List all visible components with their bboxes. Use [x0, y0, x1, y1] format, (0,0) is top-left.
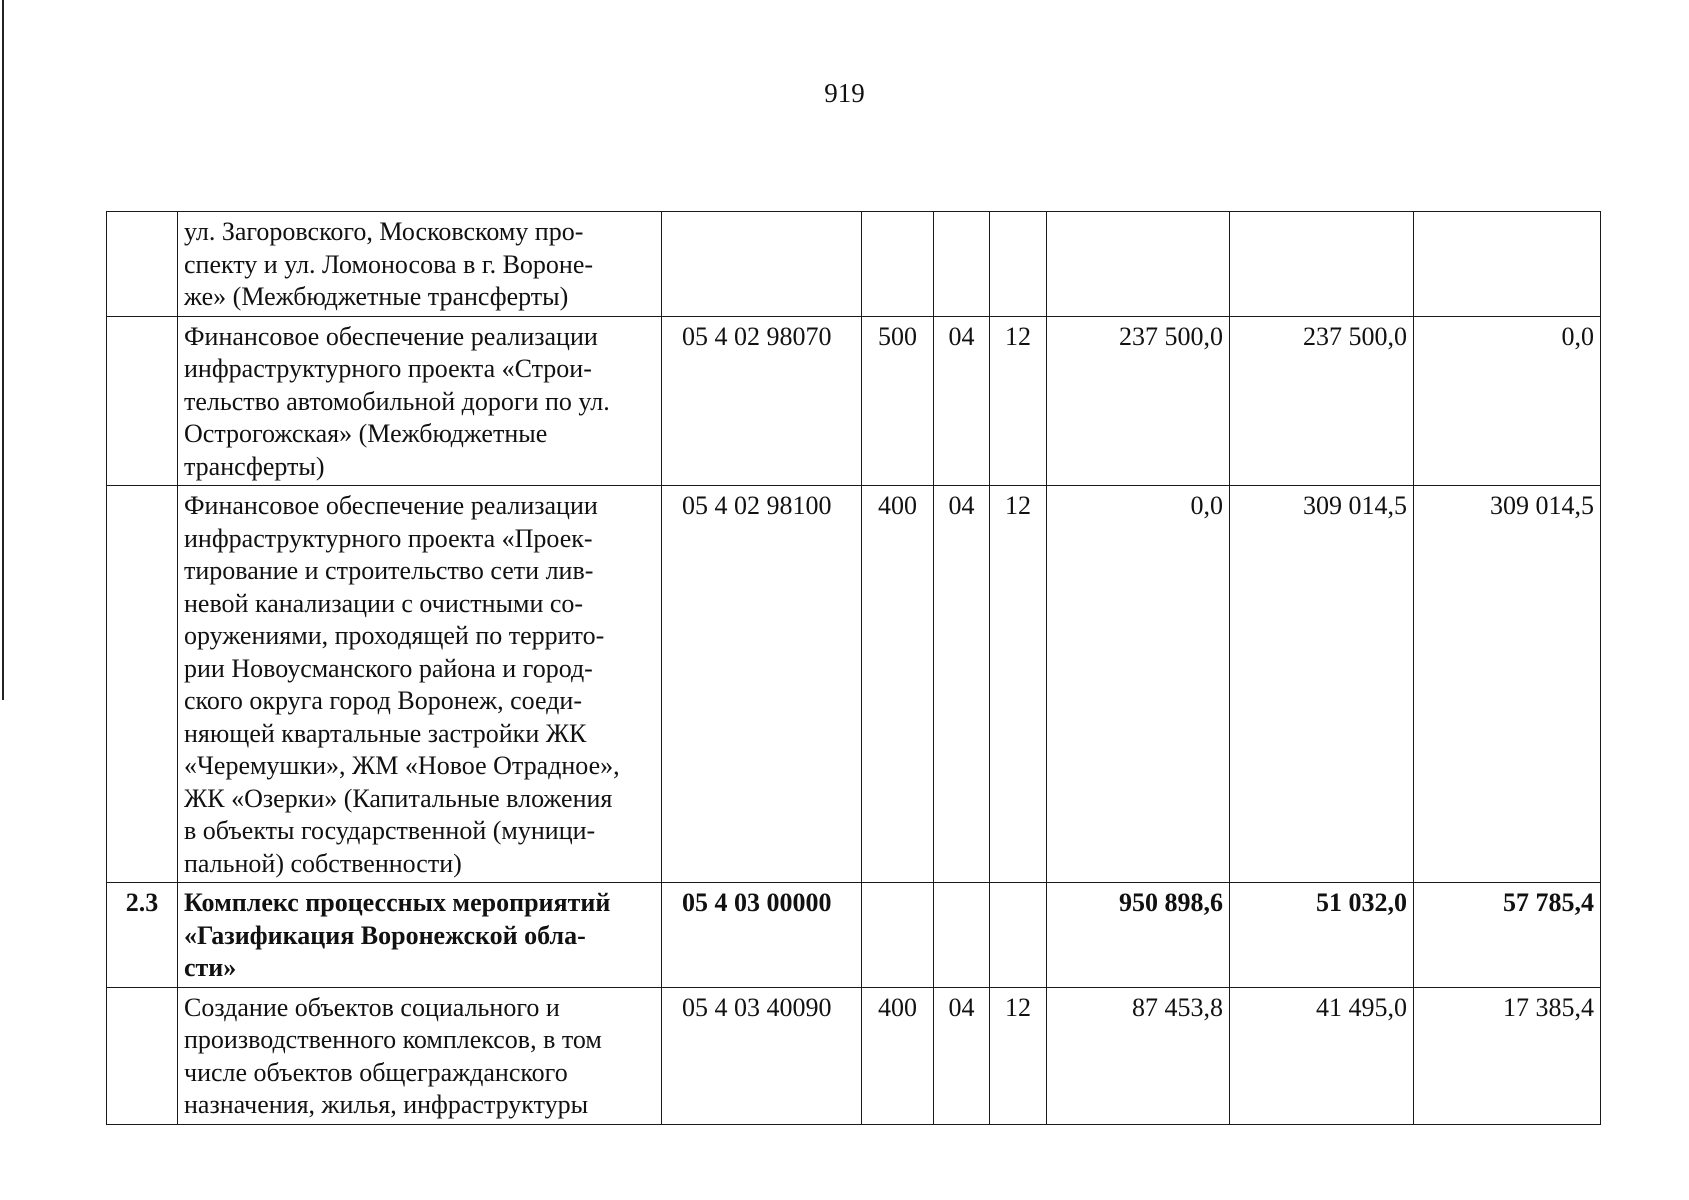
section-cell — [934, 212, 990, 317]
expense-type-cell — [862, 212, 934, 317]
subsection-cell — [990, 883, 1047, 988]
amount-year2-cell: 41 495,0 — [1230, 987, 1414, 1124]
section-cell: 04 — [934, 987, 990, 1124]
description-cell: Финансовое обеспечение реализации инфраструктурного проекта «Строи- тельство автомобильной дороги по ул. Острогожская» (Межбюджетные трансферты) — [178, 316, 662, 486]
amount-year2-cell: 309 014,5 — [1230, 486, 1414, 883]
amount-year1-cell: 0,0 — [1047, 486, 1230, 883]
target-code-cell: 05 4 03 40090 — [662, 987, 862, 1124]
target-code-cell: 05 4 03 00000 — [662, 883, 862, 988]
table-body — [107, 212, 1601, 1125]
amount-year1-cell: 87 453,8 — [1047, 987, 1230, 1124]
expense-type-cell — [862, 883, 934, 988]
section-cell: 04 — [934, 316, 990, 486]
subsection-cell: 12 — [990, 486, 1047, 883]
subsection-cell: 12 — [990, 987, 1047, 1124]
description-cell: Создание объектов социального и производственного комплексов, в том числе объектов общегражданского назначения, жилья, инфраструктуры — [178, 987, 662, 1124]
amount-year3-cell: 309 014,5 — [1414, 486, 1601, 883]
description-cell: Комплекс процессных мероприятий «Газификация Воронежской обла- сти» — [178, 883, 662, 988]
budget-table — [106, 211, 1601, 1125]
expense-type-cell: 400 — [862, 987, 934, 1124]
amount-year3-cell: 0,0 — [1414, 316, 1601, 486]
amount-year1-cell: 950 898,6 — [1047, 883, 1230, 988]
table-row — [107, 987, 1601, 1124]
subsection-cell — [990, 212, 1047, 317]
amount-year2-cell: 237 500,0 — [1230, 316, 1414, 486]
row-number-cell — [107, 987, 178, 1124]
row-number-cell — [107, 316, 178, 486]
description-cell: ул. Загоровского, Московскому про- спекту и ул. Ломоносова в г. Вороне- же» (Межбюджетные трансферты) — [178, 212, 662, 317]
expense-type-cell: 500 — [862, 316, 934, 486]
table-row — [107, 486, 1601, 883]
amount-year3-cell: 17 385,4 — [1414, 987, 1601, 1124]
section-cell: 04 — [934, 486, 990, 883]
target-code-cell: 05 4 02 98070 — [662, 316, 862, 486]
table-row — [107, 316, 1601, 486]
row-number-cell: 2.3 — [107, 883, 178, 988]
amount-year1-cell: 237 500,0 — [1047, 316, 1230, 486]
row-number-cell — [107, 486, 178, 883]
table-row — [107, 212, 1601, 317]
target-code-cell: 05 4 02 98100 — [662, 486, 862, 883]
amount-year2-cell — [1230, 212, 1414, 317]
expense-type-cell: 400 — [862, 486, 934, 883]
subsection-cell: 12 — [990, 316, 1047, 486]
row-number-cell — [107, 212, 178, 317]
target-code-cell — [662, 212, 862, 317]
description-cell: Финансовое обеспечение реализации инфраструктурного проекта «Проек- тирование и строительство сети лив- невой канализации с очистными со- оружениями, проходящей по террито- рии Новоусманского района и город- ского округа город Воронеж, соеди- няющей квартальные застройки ЖК «Черемушки», ЖМ «Новое Отрадное», ЖК «Озерки» (Капитальные вложения в объекты государственной (муници- пальной) собственности) — [178, 486, 662, 883]
section-cell — [934, 883, 990, 988]
amount-year3-cell — [1414, 212, 1601, 317]
amount-year1-cell — [1047, 212, 1230, 317]
table-row — [107, 883, 1601, 988]
amount-year2-cell: 51 032,0 — [1230, 883, 1414, 988]
amount-year3-cell: 57 785,4 — [1414, 883, 1601, 988]
page-number: 919 — [824, 78, 865, 108]
